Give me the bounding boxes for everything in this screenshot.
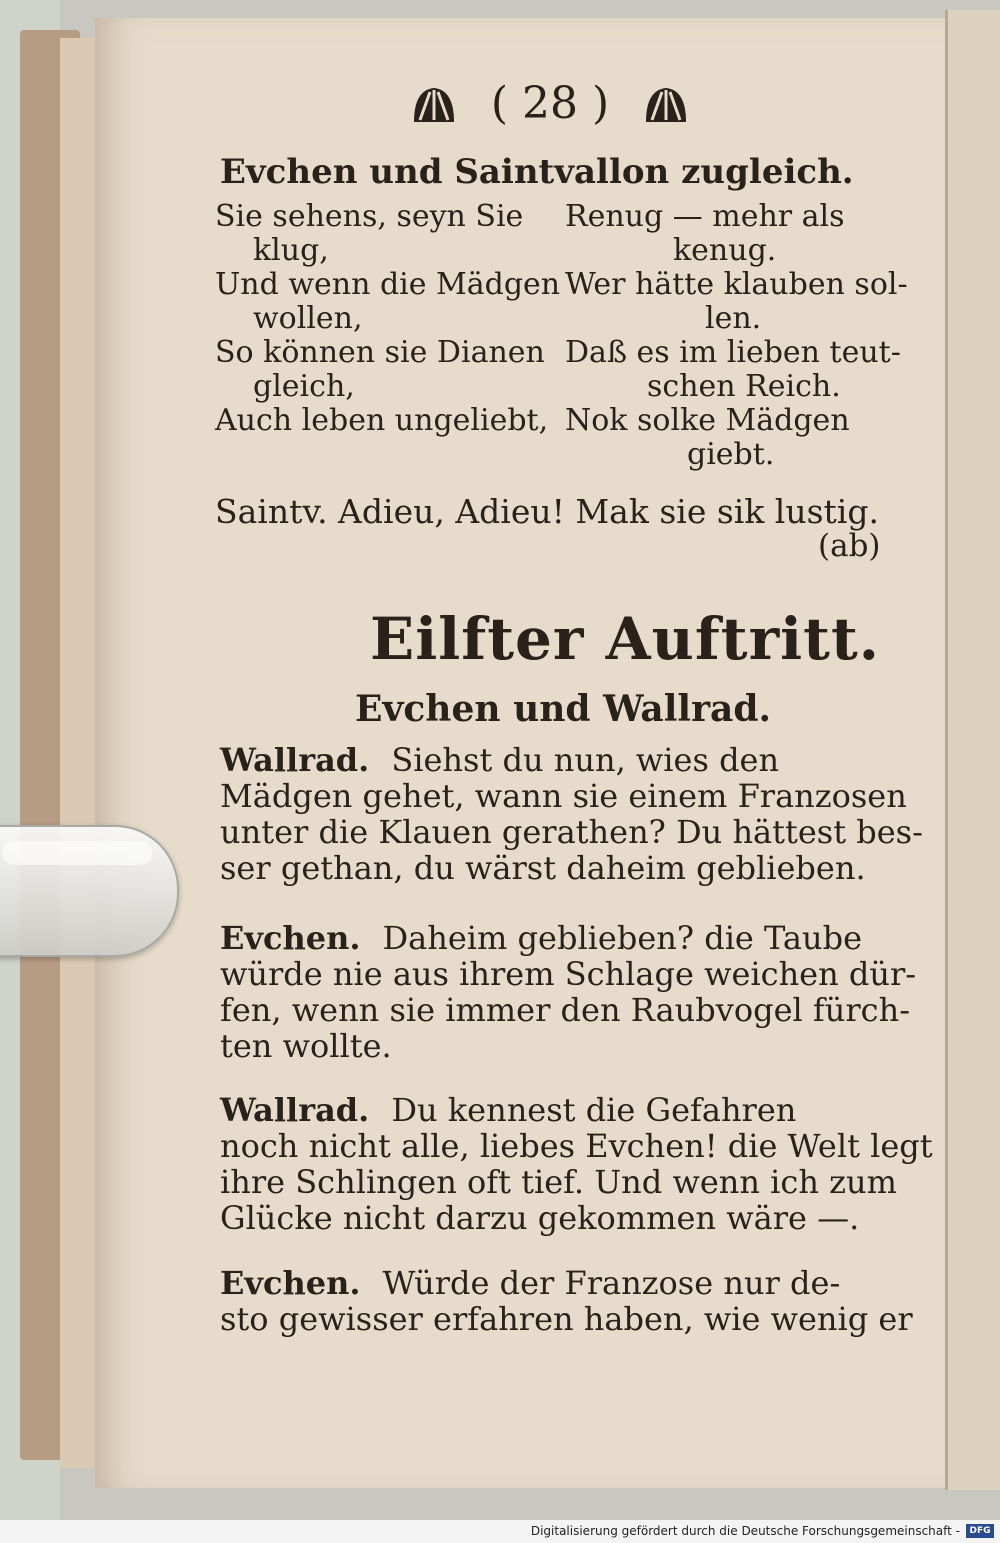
page-number: ( 28 )	[490, 78, 610, 129]
speaker-name: Wallrad.	[220, 1091, 370, 1129]
text-line: Würde der Franzose nur de-	[382, 1264, 841, 1302]
section-heading: Evchen und Saintvallon zugleich.	[220, 152, 854, 192]
footer-bar	[0, 1520, 1000, 1543]
footer-credit: Digitalisierung gefördert durch die Deutsche Forschungsgemeinschaft -	[530, 1524, 960, 1538]
speaker-name: Evchen.	[220, 1264, 361, 1302]
duet-line: wollen,	[253, 301, 363, 336]
paragraph	[220, 1091, 933, 1237]
duet-line: len.	[705, 301, 762, 336]
text-line: noch nicht alle, liebes Evchen! die Welt legt	[220, 1127, 933, 1165]
text-line: ser gethan, du wärst daheim geblieben.	[220, 849, 866, 887]
saintv-line: Saintv. Adieu, Adieu! Mak sie sik lustig.	[215, 492, 879, 531]
duet-line: So können sie Dianen	[215, 335, 545, 370]
text-line: Glücke nicht darzu gekommen wäre —.	[220, 1199, 860, 1237]
scene-persons: Evchen und Wallrad.	[355, 688, 772, 730]
duet-line: Und wenn die Mädgen	[215, 267, 561, 302]
scene-title: Eilfter Auftritt.	[370, 605, 880, 673]
duet-line: Sie sehens, seyn Sie	[215, 199, 524, 234]
duet-right-column	[565, 199, 908, 472]
page-header	[410, 78, 690, 129]
text-line: Mädgen gehet, wann sie einem Franzosen	[220, 777, 907, 815]
shell-ornament-icon	[410, 82, 458, 126]
text-line: Du kennest die Gefahren	[391, 1091, 797, 1129]
text-line: unter die Klauen gerathen? Du hättest bes-	[220, 813, 923, 851]
shell-ornament-icon	[642, 82, 690, 126]
duet-line: Renug — mehr als	[565, 199, 845, 234]
duet-line: Nok solke Mädgen	[565, 403, 850, 438]
duet-left-column	[215, 200, 560, 438]
speaker-name: Wallrad.	[220, 741, 370, 779]
duet-line: gleich,	[253, 369, 355, 404]
text-line: würde nie aus ihrem Schlage weichen dür-	[220, 955, 917, 993]
text-line: ten wollte.	[220, 1027, 392, 1065]
dfg-logo-icon: DFG	[966, 1524, 994, 1538]
facing-page	[945, 10, 1000, 1490]
stage-direction: (ab)	[818, 528, 881, 564]
text-line: ihre Schlingen oft tief. Und wenn ich zum	[220, 1163, 897, 1201]
duet-line: Daß es im lieben teut-	[565, 335, 901, 370]
paragraph	[220, 1264, 913, 1338]
page-holder-clip	[0, 825, 179, 957]
speaker-name: Evchen.	[220, 919, 361, 957]
text-line: sto gewisser erfahren haben, wie wenig er	[220, 1300, 913, 1338]
duet-line: schen Reich.	[647, 369, 841, 404]
text-line: fen, wenn sie immer den Raubvogel fürch-	[220, 991, 911, 1029]
duet-line: Auch leben ungeliebt,	[215, 403, 549, 438]
duet-line: giebt.	[687, 437, 775, 472]
duet-line: Wer hätte klauben sol-	[565, 267, 908, 302]
duet-line: kenug.	[673, 233, 777, 268]
paragraph	[220, 919, 917, 1065]
text-line: Daheim geblieben? die Taube	[382, 919, 862, 957]
text-line: Siehst du nun, wies den	[391, 741, 780, 779]
duet-line: klug,	[253, 233, 329, 268]
paragraph	[220, 741, 923, 887]
